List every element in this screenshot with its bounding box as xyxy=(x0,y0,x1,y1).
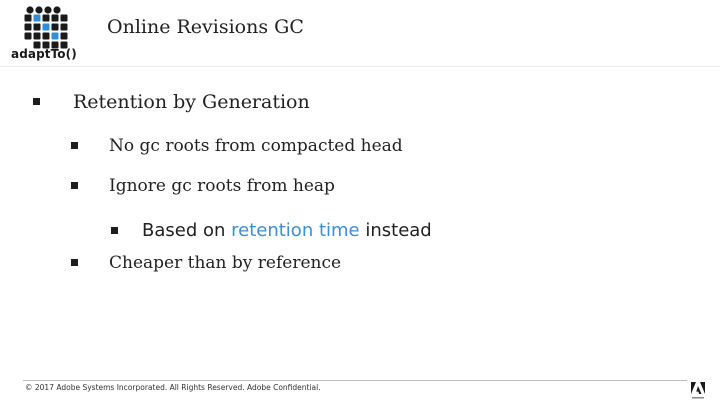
bullet-marker xyxy=(33,98,40,105)
bullet-retention-by-generation: Retention by Generation xyxy=(73,91,310,113)
bullet-no-gc-roots: No gc roots from compacted head xyxy=(109,136,403,156)
adobe-logo-icon xyxy=(690,380,706,402)
bullet-text-suffix: instead xyxy=(359,220,432,241)
bullet-marker xyxy=(71,182,78,189)
footer-copyright: © 2017 Adobe Systems Incorporated. All Rights Reserved. Adobe Confidential. xyxy=(25,383,321,392)
bullet-cheaper-than-reference: Cheaper than by reference xyxy=(109,253,342,273)
footer-divider xyxy=(23,380,687,381)
slide-title: Online Revisions GC xyxy=(107,16,304,38)
bullet-based-on-retention-time xyxy=(142,220,432,241)
highlighted-term: retention time xyxy=(231,220,360,241)
bullet-marker xyxy=(111,227,118,234)
dot-grid-logo-icon xyxy=(23,5,71,49)
bullet-marker xyxy=(71,142,78,149)
bullet-marker xyxy=(71,259,78,266)
logo-text: adaptTo() xyxy=(11,47,77,61)
adaptto-logo xyxy=(10,5,80,63)
bullet-ignore-gc-roots: Ignore gc roots from heap xyxy=(109,176,335,196)
bullet-text-prefix: Based on xyxy=(142,220,232,241)
header-divider xyxy=(0,66,720,67)
